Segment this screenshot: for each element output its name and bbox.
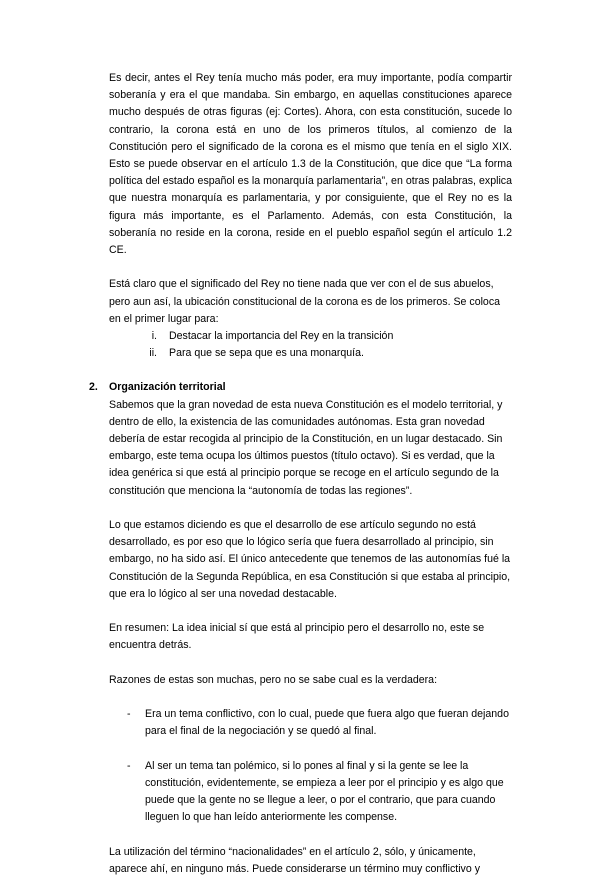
dash-bullet: -: [127, 759, 131, 772]
list-item-text: Era un tema conflictivo, con lo cual, puede que fuera algo que fueran dejando para el final de la negociación y se quedó al final.: [145, 708, 509, 738]
section-heading: [89, 379, 512, 396]
list-item-text: Al ser un tema tan polémico, si lo pones al final y si la gente se lee la constitución, evidentemente, se empieza a leer por el principio y es algo que puede que la gente no se llegue a leer, o por el contrario, que para cuando lleguen lo que han leído anteriormente les compense.: [145, 759, 504, 824]
list-item-number: ii.: [149, 347, 157, 360]
dash-bullet: -: [127, 708, 131, 721]
dash-list: [109, 706, 512, 826]
paragraph-territorial-model: Sabemos que la gran novedad de esta nueva Constitución es el modelo territorial, y dentro de ello, la existencia de las comunidades autónomas. Esta gran novedad debería de estar recogida al principio de la Constitución, en un lugar destacado. Sin embargo, este tema ocupa los últimos puestos (título octavo). Si es verdad, que la idea genérica si que está al principio porque se recoge en el artículo segundo de la constitución que menciona la “autonomía de todas las regiones”.: [109, 398, 503, 497]
roman-list: [109, 328, 512, 362]
paragraph-reasons: Razones de estas son muchas, pero no se sabe cual es la verdadera:: [109, 673, 438, 686]
list-item-text: Destacar la importancia del Rey en la transición: [169, 330, 394, 343]
list-item-text: Para que se sepa que es una monarquía.: [169, 347, 364, 360]
paragraph-nationalities: La utilización del término “nacionalidades” en el artículo 2, sólo, y únicamente, aparece ahí, en ninguno más. Puede considerarse un término muy conflictivo y: [109, 845, 480, 876]
section-title: Organización territorial: [109, 381, 226, 394]
section-number: 2.: [89, 381, 98, 394]
paragraph-article-two: Lo que estamos diciendo es que el desarrollo de ese artículo segundo no está desarrollado, es por eso que lo lógico sería que fuera desarrollado al principio, sin embargo, no ha sido así. El único antecedente que tenemos de las autonomías fué la Constitución de la Segunda República, en esa Constitución si que estaba al principio, que era lo lógico al ser una novedad destacable.: [109, 519, 511, 600]
list-item: [109, 758, 512, 827]
paragraph-crown-history: Es decir, antes el Rey tenía mucho más poder, era muy importante, podía compartir soberanía y era el que mandaba. Sin embargo, en aquellas constituciones aparece mucho después de otras figuras (ej: Cortes). Ahora, con esta constitución, sucede lo contrario, la corona está en uno de los primeros títulos, al comienzo de la Constitución pero el significado de la corona es el mismo que tenía en el siglo XIX. Esto se puede observar en el artículo 1.3 de la Constitución, que dice que “La forma política del estado español es la monarquía parlamentaria”, en otras palabras, explica que nuestra monarquía es parlamentaria, y por consiguiente, que el Rey no es la figura más importante, es el Parlamento. Además, con esta Constitución, la soberanía no reside en la corona, reside en el pueblo español según el artículo 1.2 CE.: [109, 72, 512, 257]
paragraph-summary: En resumen: La idea inicial sí que está al principio pero el desarrollo no, este se encuentra detrás.: [109, 622, 485, 652]
paragraph-crown-placement: Está claro que el significado del Rey no tiene nada que ver con el de sus abuelos, pero aun así, la ubicación constitucional de la corona es de los primeros. Se coloca en el primer lugar para:: [109, 278, 501, 325]
list-item-number: i.: [151, 330, 157, 343]
list-item: [109, 345, 512, 362]
list-item: [109, 706, 512, 740]
list-item: [109, 328, 512, 345]
document-body: [89, 70, 512, 895]
